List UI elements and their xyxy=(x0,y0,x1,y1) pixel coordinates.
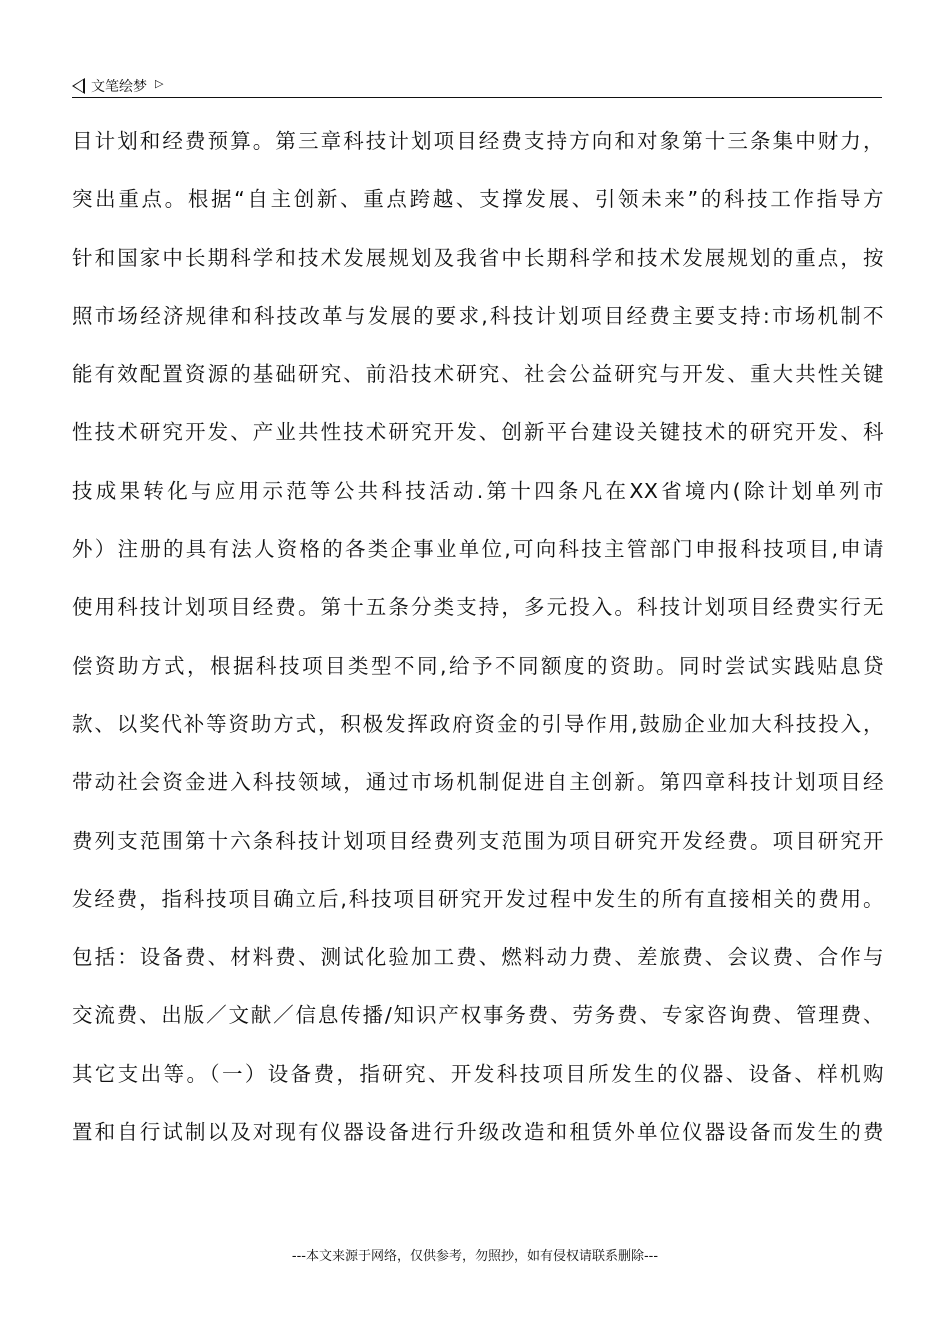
triangle-right-icon: ▷ xyxy=(155,76,164,90)
text-line: 其它支出等。（一）设备费，指研究、开发科技项目所发生的仪器、设备、样机购 xyxy=(72,1061,884,1086)
document-body xyxy=(72,121,884,1170)
page-header xyxy=(72,74,882,98)
text-line: 目计划和经费预算。第三章科技计划项目经费支持方向和对象第十三条集中财力， xyxy=(72,129,884,153)
text-line: 性技术研究开发、产业共性技术研究开发、创新平台建设关键技术的研究开发、科 xyxy=(72,420,884,445)
header-title: 文笔绘梦 xyxy=(91,79,147,95)
text-line: 针和国家中长期科学和技术发展规划及我省中长期科学和技术发展规划的重点，按 xyxy=(72,245,884,270)
text-line: 发经费，指科技项目确立后,科技项目研究开发过程中发生的所有直接相关的费用。 xyxy=(72,886,884,911)
text-line: 置和自行试制以及对现有仪器设备进行升级改造和租赁外单位仪器设备而发生的费 xyxy=(72,1120,884,1145)
page-footer: ---本文来源于网络，仅供参考，勿照抄，如有侵权请联系删除--- xyxy=(291,1249,659,1264)
text-line: 款、以奖代补等资助方式，积极发挥政府资金的引导作用,鼓励企业加大科技投入， xyxy=(72,711,884,736)
text-line: 交流费、出版／文献／信息传播/知识产权事务费、劳务费、专家咨询费、管理费、 xyxy=(72,1003,884,1028)
text-line: 使用科技计划项目经费。第十五条分类支持，多元投入。科技计划项目经费实行无 xyxy=(72,595,884,620)
text-line: 偿资助方式，根据科技项目类型不同,给予不同额度的资助。同时尝试实践贴息贷 xyxy=(72,653,884,678)
header-divider xyxy=(72,97,882,98)
text-line: 照市场经济规律和科技改革与发展的要求,科技计划项目经费主要支持:市场机制不 xyxy=(72,303,884,328)
text-line: 包括：设备费、材料费、测试化验加工费、燃料动力费、差旅费、会议费、合作与 xyxy=(72,945,884,970)
text-line: 技成果转化与应用示范等公共科技活动.第十四条凡在XX省境内(除计划单列市 xyxy=(72,478,884,503)
text-line: 外）注册的具有法人资格的各类企事业单位,可向科技主管部门申报科技项目,申请 xyxy=(72,537,884,562)
text-line: 能有效配置资源的基础研究、前沿技术研究、社会公益研究与开发、重大共性关键 xyxy=(72,362,884,387)
text-line: 费列支范围第十六条科技计划项目经费列支范围为项目研究开发经费。项目研究开 xyxy=(72,828,884,853)
triangle-left-icon xyxy=(72,78,85,94)
text-line: 带动社会资金进入科技领域，通过市场机制促进自主创新。第四章科技计划项目经 xyxy=(72,770,884,795)
text-line: 突出重点。根据“自主创新、重点跨越、支撑发展、引领未来”的科技工作指导方 xyxy=(72,187,884,212)
